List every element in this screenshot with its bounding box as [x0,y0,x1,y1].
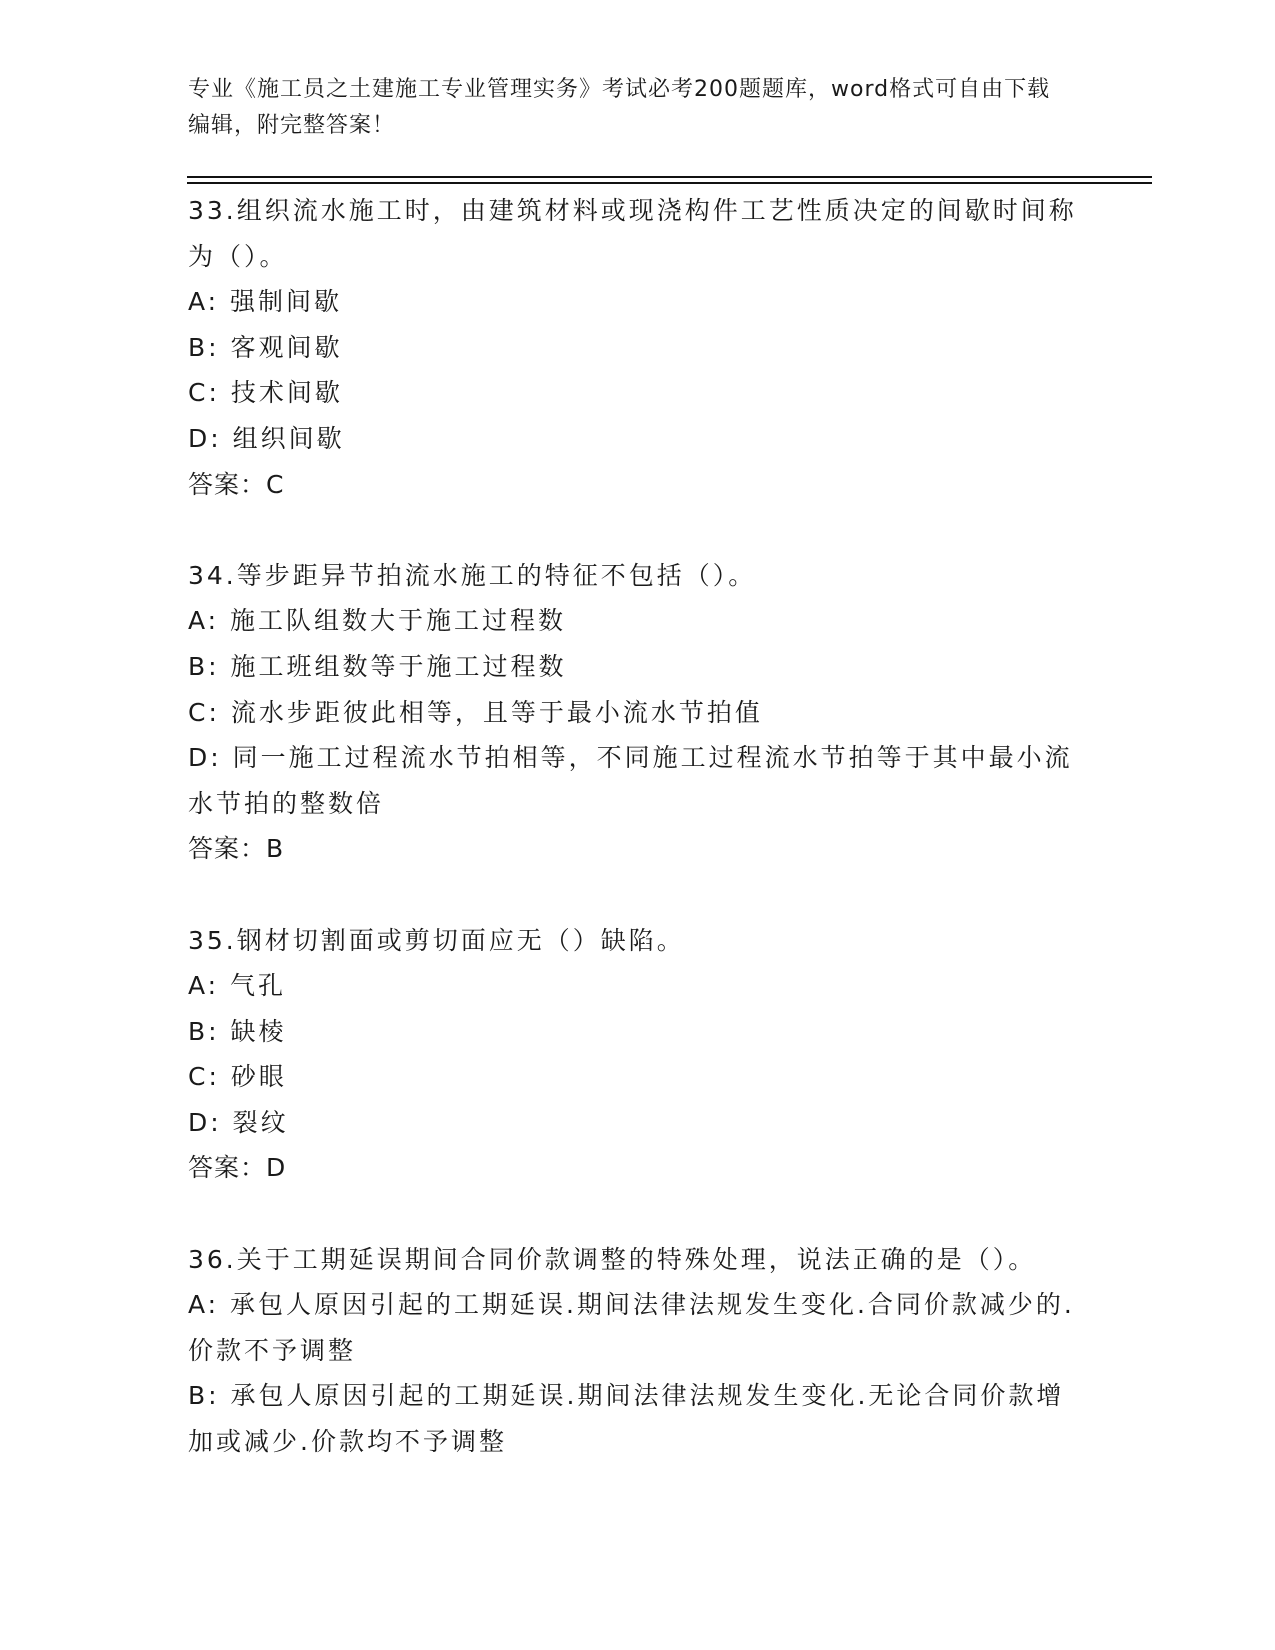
question-stem: 33.组织流水施工时，由建筑材料或现浇构件工艺性质决定的间歇时间称为（）。 [188,196,1077,271]
header-rule-top [187,176,1152,178]
answer-line: 答案：C [188,469,285,499]
answer-line: 答案：D [188,1153,287,1183]
option-b: B: 承包人原因引起的工期延误.期间法律法规发生变化.无论合同价款增加或减少.价款均不予调整 [188,1381,1065,1457]
option-c: C: 流水步距彼此相等，且等于最小流水节拍值 [188,697,763,727]
option-c: C: 砂眼 [188,1062,287,1092]
question-35 [188,918,1088,1192]
question-list [188,188,1088,1465]
option-b: B: 施工班组数等于施工过程数 [188,651,567,681]
question-spacer [188,1191,1088,1237]
question-spacer [188,507,1088,553]
option-a: A: 承包人原因引起的工期延误.期间法律法规发生变化.合同价款减少的.价款不予调整 [188,1290,1075,1365]
option-a: A: 施工队组数大于施工过程数 [188,606,567,636]
option-d: D: 组织间歇 [188,423,345,453]
question-36 [188,1237,1088,1465]
question-stem: 35.钢材切割面或剪切面应无（）缺陷。 [188,925,685,955]
option-a: A: 气孔 [188,971,287,1001]
answer-line: 答案：B [188,834,285,864]
question-34 [188,553,1088,872]
question-33 [188,188,1088,507]
option-b: B: 客观间歇 [188,332,343,362]
question-spacer [188,872,1088,918]
option-d: D: 同一施工过程流水节拍相等，不同施工过程流水节拍等于其中最小流水节拍的整数倍 [188,743,1073,818]
option-d: D: 裂纹 [188,1107,289,1137]
document-header: 专业《施工员之土建施工专业管理实务》考试必考200题题库，word格式可自由下载编辑，附完整答案！ [188,77,1051,138]
option-a: A: 强制间歇 [188,287,343,317]
option-c: C: 技术间歇 [188,378,343,408]
header-rule-bottom [187,182,1152,184]
question-stem: 34.等步距异节拍流水施工的特征不包括（）。 [188,560,757,590]
question-stem: 36.关于工期延误期间合同价款调整的特殊处理，说法正确的是（）。 [188,1244,1037,1274]
option-b: B: 缺棱 [188,1016,287,1046]
